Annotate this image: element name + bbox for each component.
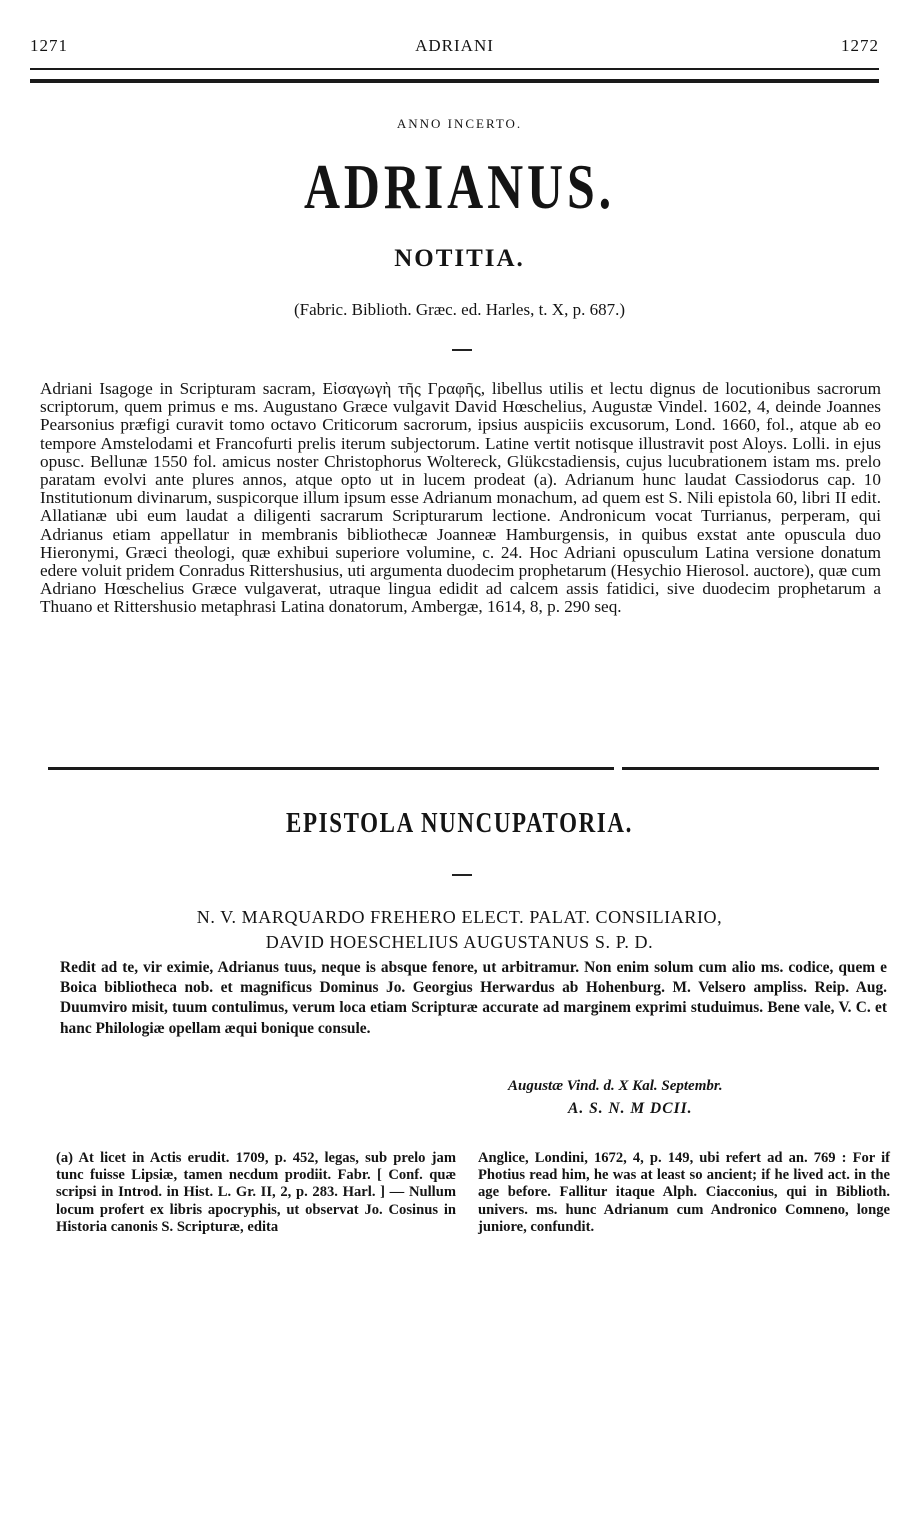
epistola-title: EPISTOLA NUNCUPATORIA. [286, 808, 633, 839]
dedication-address: N. V. MARQUARDO FREHERO ELECT. PALAT. CONSILIARIO, [196, 907, 723, 927]
dedication-author: DAVID HOESCHELIUS AUGUSTANUS S. P. D. [265, 932, 654, 952]
divider-dash [452, 349, 472, 351]
letter-date-year: A. S. N. M DCII. [568, 1100, 693, 1117]
page-number-right: 1272 [841, 36, 879, 55]
letter-date-place: Augustæ Vind. d. X Kal. Septembr. [508, 1078, 723, 1094]
running-header [30, 36, 879, 58]
anno-label: ANNO INCERTO. [396, 116, 523, 131]
epistola-paragraph: Redit ad te, vir eximie, Adrianus tuus, neque is absque fenore, ut arbitramur. Non enim solum cum alio ms. codice, quem e Boica bibliotheca nob. et magnificus Dominus Jo. Georgius Herwardus ab Hohenburg. M. Velsero ampliss. Reip. Aug. Duumviro misit, tuum contulimus, verum loca etiam Scripturæ accurate ad marginem exprimi studuimus. Bene vale, V. C. et hanc Philologiæ opellam æqui bonique consule. [60, 959, 887, 1037]
running-title: ADRIANI [415, 36, 494, 55]
divider-dash [452, 874, 472, 876]
footnote-right-column: Anglice, Londini, 1672, 4, p. 149, ubi refert ad an. 769 : For if Photius read him, he was at least so ancient; if he lived act. in the age before. Fallitur itaque Alph. Ciacconius, qui in Biblioth. univers. ms. hunc Adrianum cum Andronico Comneno, longe juniore, confundit. [478, 1150, 890, 1235]
bibliographic-reference: (Fabric. Biblioth. Græc. ed. Harles, t. X, p. 687.) [294, 300, 625, 319]
footnote-left-column: (a) At licet in Actis erudit. 1709, p. 452, legas, sub prelo jam tunc fuisse Lipsiæ, tamen necdum prodiit. Fabr. [ Conf. quæ scripsi in Introd. in Hist. L. Gr. II, 2, p. 283. Harl. ] — Nullum locum profert ex libris apocryphis, ut observat Jo. Cosinus in Historia canonis S. Scripturæ, edita [56, 1150, 456, 1235]
section-separator [48, 767, 879, 770]
header-rule [30, 68, 879, 83]
page-number-left: 1271 [30, 36, 68, 55]
section-title: ADRIANUS. [303, 151, 616, 222]
section-subtitle: NOTITIA. [394, 245, 525, 272]
notitia-paragraph: Adriani Isagoge in Scripturam sacram, Εἰσαγωγὴ τῆς Γραφῆς, libellus utilis et lectu dignus de locutionibus sacrorum scriptorum, quem primus e ms. Augustano Græce vulgavit David Hœschelius, Augustæ Vindel. 1602, 4, deinde Joannes Pearsonius præfigi curavit tomo octavo Criticorum sacrorum, ipsius auspiciis excusorum, Lond. 1660, fol., atque ab eo tempore Amstelodami et Francofurti prelis iterum subjectorum. Latine vertit notisque illustravit post Aloys. Lolli. in ejus opusc. Bellunæ 1550 fol. amicus noster Christophorus Woltereck, Glükcstadiensis, cujus lucubrationem istam ms. prelo paratam evolvi ante plures annos, atque opto ut in lucem prodeat (a). Adrianum hunc laudat Cassiodorus cap. 10 Institutionum divinarum, suspicorque illum ipsum esse Adrianum monachum, ad quem est S. Nili epistola 60, libri II edit. Allatianæ ubi eum laudat a diligenti sacrarum Scripturarum lectione. Andronicum vocat Turrianus, perperam, qui Adrianus etiam appellatur in membranis bibliothecæ Joanneæ Hamburgensis, in quibus exstat ante opuscula duo Hieronymi, Græci theologi, quæ exhibui superiore volumine, c. 24. Hoc Adriani opusculum Latina versione donatum edere voluit pridem Conradus Rittershusius, uti argumenta duodecim prophetarum (Hesychio Hierosol. auctore), quæ cum Adriano Hœschelius Græce vulgaverat, utraque lingua edidit ad calcem assis fatidici, sive duodecim prophetarum a Thuano et Rittershusio metaphrasi Latina donatorum, Ambergæ, 1614, 8, p. 290 seq. [40, 379, 881, 617]
